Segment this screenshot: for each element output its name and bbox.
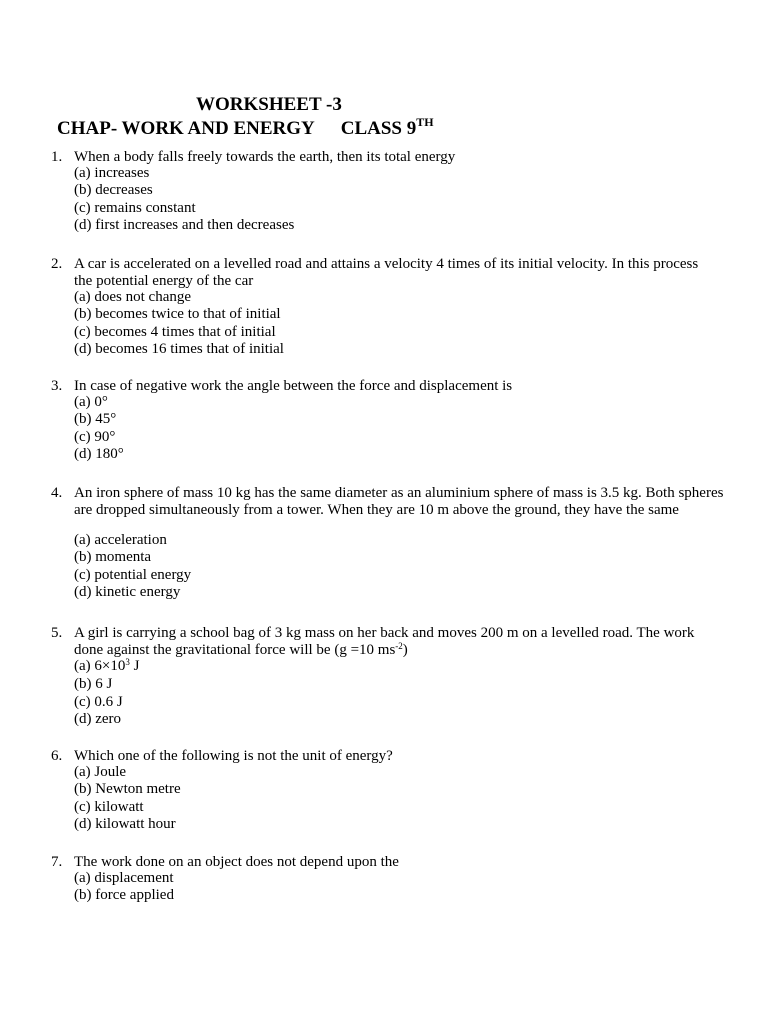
question-number: 3. (51, 378, 63, 394)
option-list (74, 764, 181, 833)
question-number: 4. (51, 485, 63, 501)
question-text: When a body falls freely towards the earth, then its total energy (74, 149, 456, 165)
option-a: (a) increases (74, 165, 150, 181)
question-text: An iron sphere of mass 10 kg has the same diameter as an aluminium sphere of mass is 3.5 kg. Both spheres are dropped simultaneously from a tower. When they are 10 m above the ground, they have the same (74, 485, 724, 518)
option-list (74, 394, 124, 463)
option-a (74, 658, 139, 676)
chapter-label: CHAP- WORK AND ENERGY (57, 118, 315, 139)
option-b: (b) 6 J (74, 676, 113, 693)
question-number: 5. (51, 625, 63, 641)
option-b: (b) force applied (74, 887, 174, 904)
question-number: 1. (51, 149, 63, 165)
option-c: (c) potential energy (74, 566, 192, 583)
option-c: (c) kilowatt (74, 798, 144, 815)
option-d: (d) first increases and then decreases (74, 216, 295, 233)
option-b: (b) 45° (74, 411, 117, 428)
worksheet-title: WORKSHEET -3 (196, 94, 342, 115)
option-d: (d) zero (74, 710, 122, 727)
option-b: (b) becomes twice to that of initial (74, 306, 281, 323)
question-text (74, 625, 714, 660)
option-list (74, 532, 191, 601)
question-number: 7. (51, 854, 63, 870)
option-a: (a) displacement (74, 870, 174, 886)
option-c: (c) becomes 4 times that of initial (74, 323, 276, 340)
option-a-base: (a) 6×10 (74, 658, 126, 674)
option-list (74, 165, 294, 234)
option-a: (a) Joule (74, 764, 127, 780)
worksheet-subtitle (57, 115, 434, 141)
question-text-end: ) (402, 642, 408, 658)
option-list (74, 658, 139, 728)
question-text-main: A girl is carrying a school bag of 3 kg mass on her back and moves 200 m on a levelled road. The work done against the gravitational force will be (g =10 ms (74, 625, 695, 658)
option-a-exponent: 3 (125, 657, 130, 667)
class-label: CLASS 9 (340, 118, 417, 139)
option-list (74, 289, 284, 358)
question-text: A car is accelerated on a levelled road and attains a velocity 4 times of its initial velocity. In this process the potential energy of the car (74, 256, 699, 289)
question-number: 2. (51, 256, 63, 272)
question-text: In case of negative work the angle between the force and displacement is (74, 378, 513, 394)
option-d: (d) kinetic energy (74, 583, 181, 600)
question-text: Which one of the following is not the unit of energy? (74, 748, 393, 764)
question-number: 6. (51, 748, 63, 764)
option-a: (a) 0° (74, 394, 108, 410)
exponent: -2 (395, 641, 403, 651)
option-a: (a) acceleration (74, 532, 167, 548)
option-a: (a) does not change (74, 289, 192, 305)
question-text: The work done on an object does not depend upon the (74, 854, 399, 870)
option-b: (b) momenta (74, 549, 152, 566)
option-b: (b) Newton metre (74, 781, 181, 798)
class-suffix: TH (416, 115, 434, 129)
option-c: (c) 90° (74, 428, 116, 445)
option-d: (d) 180° (74, 445, 124, 462)
option-c: (c) remains constant (74, 199, 196, 216)
option-list (74, 870, 174, 905)
option-c: (c) 0.6 J (74, 693, 123, 710)
option-a-unit: J (129, 658, 140, 674)
option-b: (b) decreases (74, 182, 153, 199)
option-d: (d) kilowatt hour (74, 815, 176, 832)
option-d: (d) becomes 16 times that of initial (74, 340, 284, 357)
